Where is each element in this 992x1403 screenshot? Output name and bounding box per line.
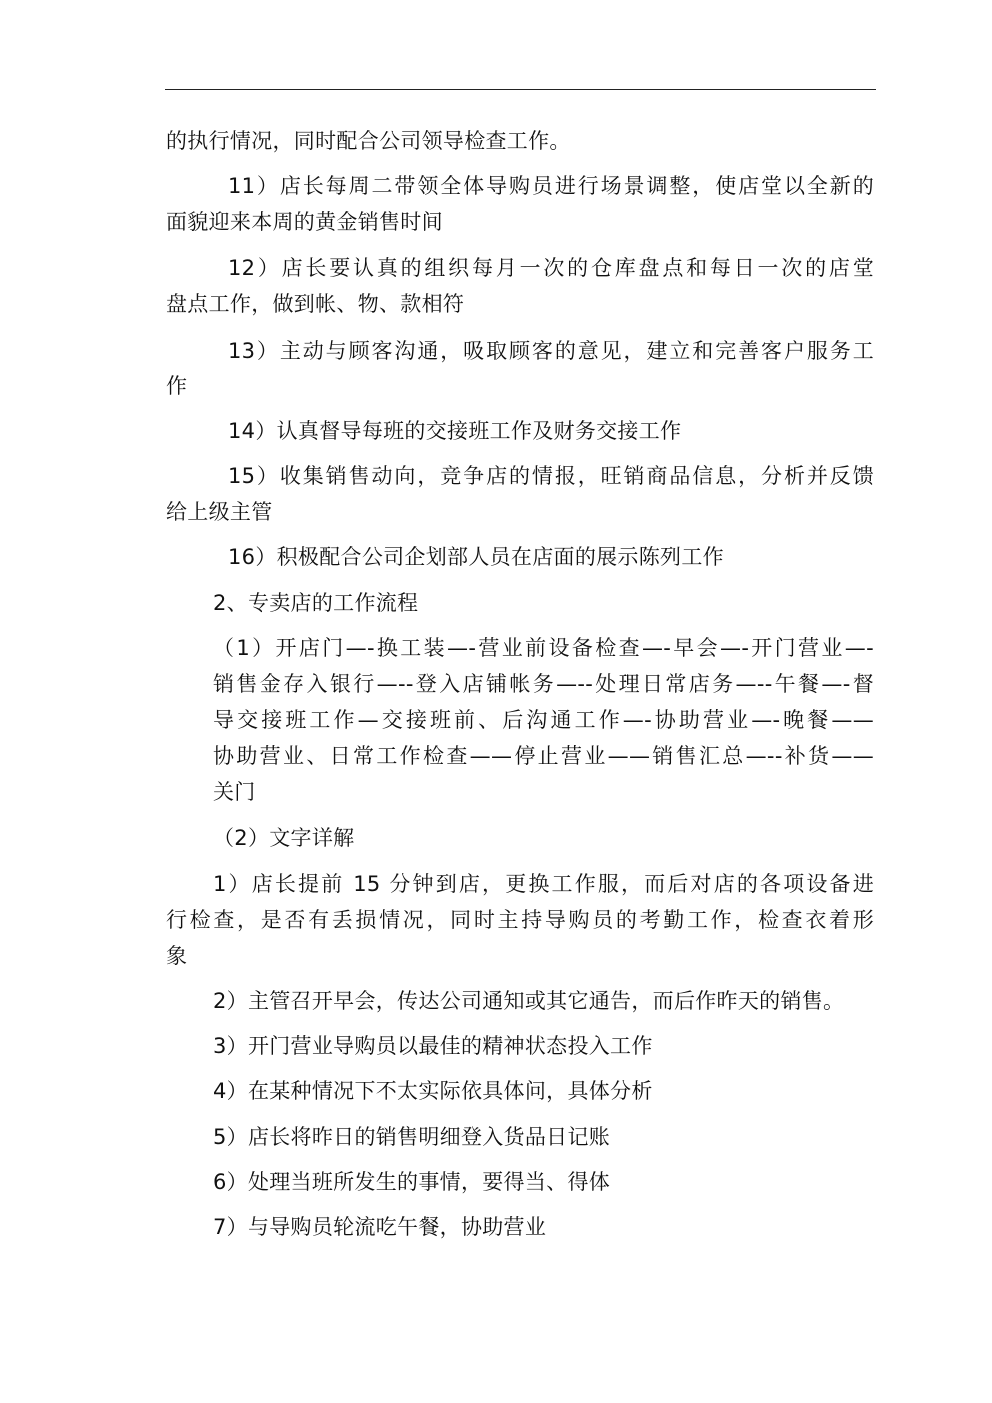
text-line-10: 给上级主管 [166,500,273,524]
subsection-heading: （2）文字详解 [213,826,355,850]
text-line-11: 16）积极配合公司企划部人员在店面的展示陈列工作 [228,545,724,569]
text-line-21: 象 [166,944,188,968]
text-line-22: 2）主管召开早会，传达公司通知或其它通告，而后作昨天的销售。 [213,989,845,1013]
text-line-2: 11）店长每周二带领全体导购员进行场景调整，使店堂以全新的 [228,174,874,198]
text-line-13: （1）开店门—-换工装—-营业前设备检查—-早会—-开门营业—- [213,636,874,660]
text-line-9: 15）收集销售动向，竞争店的情报，旺销商品信息，分析并反馈 [228,464,874,488]
text-line-24: 4）在某种情况下不太实际依具体问，具体分析 [213,1079,653,1103]
text-line-20: 行检查，是否有丢损情况，同时主持导购员的考勤工作，检查衣着形 [166,908,874,932]
header-rule [165,89,876,90]
text-line-1: 的执行情况，同时配合公司领导检查工作。 [166,129,571,153]
text-line-27: 7）与导购员轮流吃午餐，协助营业 [213,1215,547,1239]
text-line-17: 关门 [213,780,256,804]
text-line-19: 1）店长提前 15 分钟到店，更换工作服，而后对店的各项设备进 [213,872,874,896]
section-heading: 2、专卖店的工作流程 [213,591,419,615]
text-line-26: 6）处理当班所发生的事情，要得当、得体 [213,1170,611,1194]
text-line-6: 13）主动与顾客沟通，吸取顾客的意见，建立和完善客户服务工 [228,339,874,363]
text-line-15: 导交接班工作—交接班前、后沟通工作—-协助营业—-晚餐—— [213,708,874,732]
text-line-8: 14）认真督导每班的交接班工作及财务交接工作 [228,419,682,443]
text-line-23: 3）开门营业导购员以最佳的精神状态投入工作 [213,1034,653,1058]
text-line-4: 12）店长要认真的组织每月一次的仓库盘点和每日一次的店堂 [228,256,874,280]
text-line-14: 销售金存入银行—--登入店铺帐务—--处理日常店务—--午餐—-督 [213,672,874,696]
text-line-3: 面貌迎来本周的黄金销售时间 [166,210,443,234]
text-line-7: 作 [166,374,188,398]
text-line-5: 盘点工作，做到帐、物、款相符 [166,292,465,316]
text-line-16: 协助营业、日常工作检查——停止营业——销售汇总—--补货—— [213,744,874,768]
text-line-25: 5）店长将昨日的销售明细登入货品日记账 [213,1125,611,1149]
